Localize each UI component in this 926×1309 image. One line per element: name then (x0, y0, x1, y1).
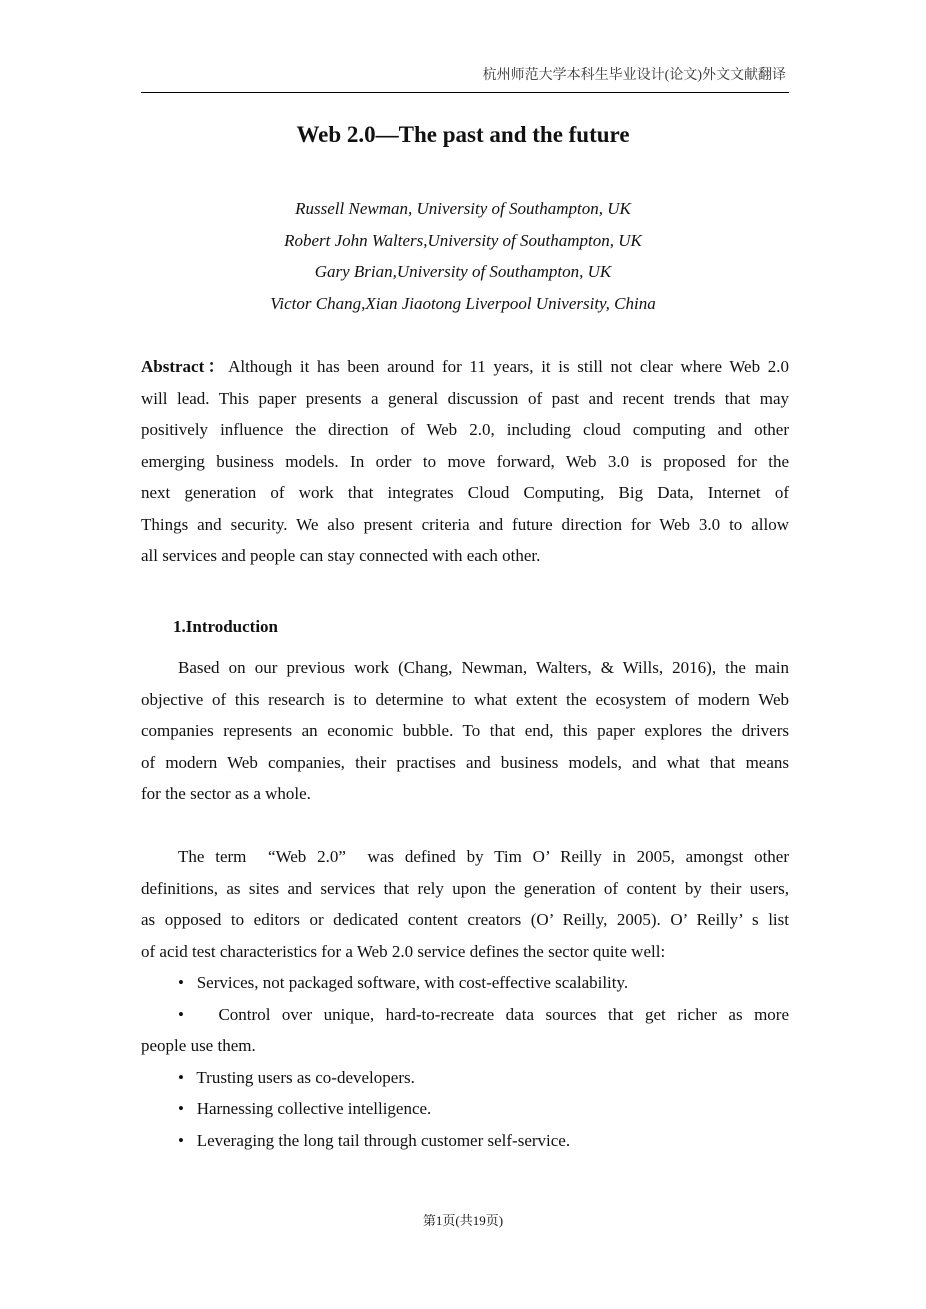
paragraph (141, 841, 789, 1156)
paragraph-line: The term “Web 2.0” was defined by Tim O’ Reilly in 2005, amongst other (178, 847, 789, 866)
author: Robert John Walters,University of Southampton, UK (284, 230, 642, 250)
author: Russell Newman, University of Southampton, UK (295, 199, 631, 218)
paragraph-line: definitions, as sites and services that rely upon the generation of content by their users, (141, 878, 789, 898)
paper-title: Web 2.0—The past and the future (296, 122, 630, 147)
author: Gary Brian,University of Southampton, UK (314, 262, 612, 281)
paragraph-line: for the sector as a whole. (141, 784, 311, 803)
abstract-line: all services and people can stay connected with each other. (141, 546, 541, 565)
paragraph (141, 652, 789, 810)
bullet-item: • Services, not packaged software, with cost-effective scalability. (178, 973, 629, 992)
bullet-item: • Leveraging the long tail through customer self-service. (178, 1130, 571, 1150)
bullet-item-continued: people use them. (141, 1036, 256, 1055)
paragraph-line: as opposed to editors or dedicated content creators (O’ Reilly, 2005). O’ Reilly’ s list (141, 910, 789, 929)
bullet-item: • Harnessing collective intelligence. (178, 1099, 432, 1118)
paragraph-line: Based on our previous work (Chang, Newman, Walters, & Wills, 2016), the main (178, 658, 789, 677)
running-header: 杭州师范大学本科生毕业设计(论文)外文文献翻译 (482, 68, 786, 83)
abstract (141, 351, 789, 572)
page-number-footer: 第1页(共19页) (422, 1213, 504, 1228)
abstract-line: next generation of work that integrates Cloud Computing, Big Data, Internet of (141, 483, 789, 502)
bullet-item: • Control over unique, hard-to-recreate data sources that get richer as more (178, 1004, 789, 1024)
abstract-line: Things and security. We also present criteria and future direction for Web 3.0 to allow (141, 514, 789, 534)
abstract-line: will lead. This paper presents a general discussion of past and recent trends that may (141, 388, 789, 408)
paragraph-line: objective of this research is to determine to what extent the ecosystem of modern Web (141, 689, 789, 709)
abstract-line: emerging business models. In order to move forward, Web 3.0 is proposed for the (141, 451, 789, 471)
abstract-label: Abstract： (141, 357, 229, 376)
paragraph-line: of acid test characteristics for a Web 2.0 service defines the sector quite well: (141, 941, 666, 961)
header-rule (141, 92, 789, 93)
abstract-line: positively influence the direction of Web 2.0, including cloud computing and other (141, 420, 789, 439)
bullet-item: • Trusting users as co-developers. (178, 1067, 415, 1087)
paragraph-line: of modern Web companies, their practises and business models, and what that means (141, 752, 789, 772)
abstract-line: Although it has been around for 11 years, it is still not clear where Web 2.0 (228, 357, 789, 376)
section-heading: 1.Introduction (173, 617, 279, 636)
author: Victor Chang,Xian Jiaotong Liverpool University, China (270, 293, 656, 313)
paragraph-line: companies represents an economic bubble. To that end, this paper explores the drivers (141, 721, 789, 740)
author-list (0, 193, 926, 319)
